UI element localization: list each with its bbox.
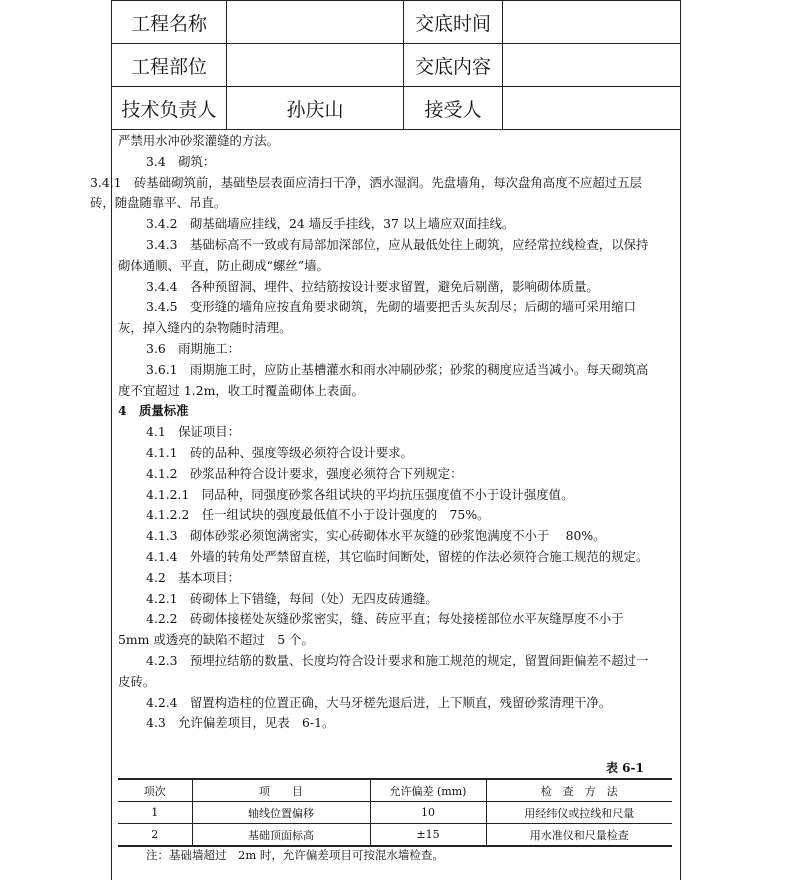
- project-part-field[interactable]: [227, 44, 404, 87]
- table-header-cell: 项次: [118, 779, 192, 802]
- table-header-cell: 项 目: [192, 779, 370, 802]
- header-table: [111, 0, 681, 130]
- paragraph: 4.3 允许偏差项目，见表 6-1。: [146, 715, 335, 731]
- header-row: [112, 44, 681, 87]
- receiver-label: 接受人: [404, 87, 503, 130]
- handover-content-field[interactable]: [503, 44, 681, 87]
- paragraph: 3.4.3 基础标高不一致或有局部加深部位，应从最低处往上砌筑，应经常拉线检查，以保持砌体通顺、平直，防止砌成“螺丝”墙。: [118, 236, 649, 273]
- section-heading: 4.2 基本项目：: [146, 569, 241, 585]
- table-cell: 2: [118, 824, 192, 847]
- table-cell: ±15: [370, 824, 486, 847]
- table-note: 注：基础墙超过 2m 时，允许偏差项目可按混水墙检查。: [146, 848, 444, 862]
- project-part-label: 工程部位: [112, 44, 227, 87]
- project-name-label: 工程名称: [112, 1, 227, 44]
- table-cell: 用水准仪和尺量检查: [486, 824, 672, 847]
- paragraph: 4.1.2.1 同品种，同强度砂浆各组试块的平均抗压强度值不小于设计强度值。: [146, 486, 574, 502]
- paragraph: 4.1.2.2 任一组试块的强度最低值不小于设计强度的 75%。: [146, 507, 490, 523]
- header-row: [112, 87, 681, 130]
- handover-content-label: 交底内容: [404, 44, 503, 87]
- paragraph: 4.1.3 砌体砂浆必须饱满密实，实心砖砌体水平灰缝的砂浆饱满度不小于 80%。: [146, 528, 606, 544]
- table-header-cell: 允许偏差 (mm): [370, 779, 486, 802]
- table-row: [118, 802, 672, 824]
- section-heading: 3.6 雨期施工：: [146, 340, 241, 356]
- table-caption: 表 6-1: [606, 761, 644, 775]
- paragraph: 4.1.4 外墙的转角处严禁留直槎，其它临时间断处，留槎的作法必须符合施工规范的规定。: [146, 548, 649, 564]
- table-cell: 10: [370, 802, 486, 824]
- handover-time-label: 交底时间: [404, 1, 503, 44]
- tech-lead-label: 技术负责人: [112, 87, 227, 130]
- section-heading: 3.4 砌筑：: [146, 153, 216, 169]
- paragraph: 3.4.1 砖基础砌筑前，基础垫层表面应清扫干净，洒水湿润。先盘墙角，每次盘角高度不应超过五层砖，随盘随靠平、吊直。: [90, 174, 642, 211]
- table-cell: 基础顶面标高: [192, 824, 370, 847]
- paragraph: 3.4.5 变形缝的墙角应按直角要求砌筑，先砌的墙要把舌头灰刮尽；后砌的墙可采用缩口灰，掉入缝内的杂物随时清理。: [118, 299, 636, 336]
- paragraph: 3.6.1 雨期施工时，应防止基槽灌水和雨水冲刷砂浆；砂浆的稠度应适当减小。每天砌筑高度不宜超过 1.2m，收工时覆盖砌体上表面。: [118, 361, 649, 398]
- paragraph: 4.2.3 预埋拉结筋的数量、长度均符合设计要求和施工规范的规定，留置间距偏差不超过一皮砖。: [118, 652, 649, 689]
- handover-time-field[interactable]: [503, 1, 681, 44]
- document-body: [90, 131, 658, 734]
- paragraph: 4.1.2 砂浆品种符合设计要求，强度必须符合下列规定：: [146, 465, 463, 481]
- receiver-field[interactable]: [503, 87, 681, 130]
- table-cell: 用经纬仪或拉线和尺量: [486, 802, 672, 824]
- section-heading: 4.1 保证项目：: [146, 424, 241, 440]
- table-cell: 1: [118, 802, 192, 824]
- paragraph: 4.2.2 砖砌体接槎处灰缝砂浆密实，缝、砖应平直；每处接槎部位水平灰缝厚度不小于 5mm 或透亮的缺陷不超过 5 个。: [118, 611, 624, 648]
- chapter-heading: 4 质量标准: [118, 403, 189, 419]
- paragraph: 4.2.4 留置构造柱的位置正确，大马牙槎先退后进，上下顺直，残留砂浆清理干净。: [146, 694, 612, 710]
- tech-lead-field[interactable]: 孙庆山: [227, 87, 404, 130]
- project-name-field[interactable]: [227, 1, 404, 44]
- deviation-table: [118, 778, 672, 847]
- header-row: [112, 1, 681, 44]
- paragraph: 3.4.4 各种预留洞、埋件、拉结筋按设计要求留置，避免后剔凿，影响砌体质量。: [146, 278, 599, 294]
- table-header-cell: 检 查 方 法: [486, 779, 672, 802]
- paragraph: 3.4.2 砌基础墙应挂线，24 墙反手挂线，37 以上墙应双面挂线。: [146, 216, 515, 232]
- paragraph: 4.1.1 砖的品种、强度等级必须符合设计要求。: [146, 444, 413, 460]
- paragraph: 4.2.1 砖砌体上下错缝，每间（处）无四皮砖通缝。: [146, 590, 438, 606]
- paragraph: 严禁用水冲砂浆灌缝的方法。: [118, 133, 280, 148]
- table-header-row: [118, 779, 672, 802]
- table-row: [118, 824, 672, 847]
- table-cell: 轴线位置偏移: [192, 802, 370, 824]
